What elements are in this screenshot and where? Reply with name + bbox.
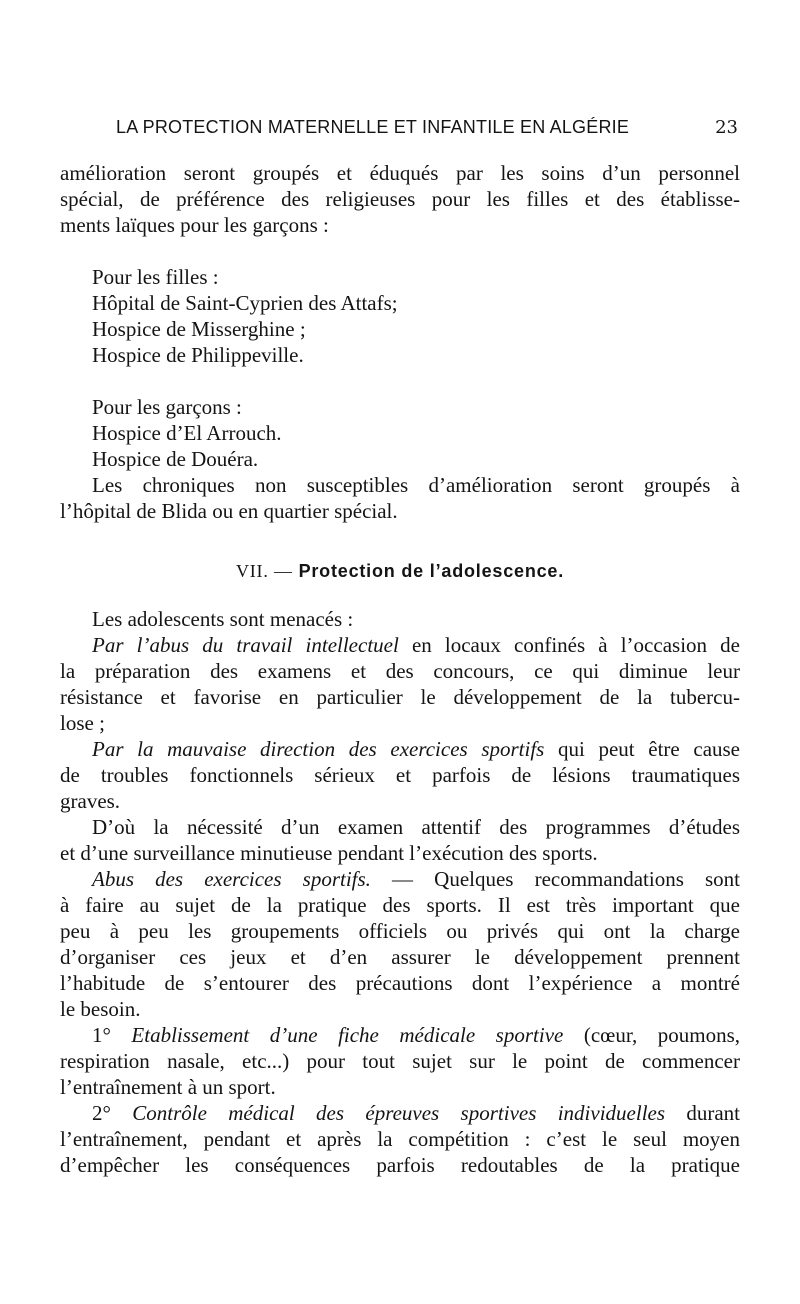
text-line: résistance et favorise en particulier le développement de la tubercu-: [60, 685, 740, 709]
list-garcons: [60, 394, 740, 472]
text-line: l’entraînement à un sport.: [60, 1075, 276, 1099]
text-line: Les chroniques non susceptibles d’amélioration seront groupés à: [92, 473, 740, 497]
list-item: Hospice de Philippeville.: [92, 343, 304, 367]
paragraph-travail-intellectuel: [60, 632, 740, 736]
page-header: [116, 117, 738, 143]
text-line: spécial, de préférence des religieuses pour les filles et des établisse-: [60, 187, 740, 211]
paragraph-exercices-sportifs: [60, 736, 740, 814]
text-line: la préparation des examens et des concours, ce qui diminue leur: [60, 659, 740, 683]
paragraph-chroniques: [60, 472, 740, 524]
section-number: VII. —: [235, 561, 293, 581]
italic-phrase: Par l’abus du travail intellectuel: [92, 633, 399, 657]
list-heading: Pour les filles :: [92, 265, 219, 289]
text-line: lose ;: [60, 711, 105, 735]
text-line: l’habitude de s’entourer des précautions dont l’expérience a montré: [60, 971, 740, 995]
paragraph-abus: [60, 866, 740, 1022]
list-item: Hospice de Misserghine ;: [92, 317, 306, 341]
text-line: ments laïques pour les garçons :: [60, 213, 329, 237]
section-title: Protection de l’adolescence.: [298, 561, 565, 581]
page-body: [60, 160, 740, 1178]
text-line: et d’une surveillance minutieuse pendant l’exécution des sports.: [60, 841, 598, 865]
paragraph-fiche-medicale: [60, 1022, 740, 1100]
item-number: 1°: [92, 1023, 111, 1047]
text-line: 2° Contrôle médical des épreuves sportives individuelles durant: [92, 1101, 740, 1125]
item-number: 2°: [92, 1101, 111, 1125]
list-heading: Pour les garçons :: [92, 395, 242, 419]
text-line: d’empêcher les conséquences parfois redoutables de la pratique: [60, 1153, 740, 1177]
text-line: 1° Etablissement d’une fiche médicale sportive (cœur, poumons,: [92, 1023, 740, 1047]
paragraph-necessite: [60, 814, 740, 866]
italic-phrase: Par la mauvaise direction des exercices sportifs: [92, 737, 545, 761]
text-line: Par l’abus du travail intellectuel en locaux confinés à l’occasion de: [92, 633, 740, 657]
paragraph-controle-medical: [60, 1100, 740, 1178]
text-line: Abus des exercices sportifs. — Quelques recommandations sont: [92, 867, 740, 891]
list-filles: [60, 264, 740, 368]
text-line: d’organiser ces jeux et d’en assurer le développement prennent: [60, 945, 740, 969]
text-line: le besoin.: [60, 997, 141, 1021]
text-line: graves.: [60, 789, 121, 813]
running-title: LA PROTECTION MATERNELLE ET INFANTILE EN ALGÉRIE: [116, 117, 630, 137]
text-line: de troubles fonctionnels sérieux et parfois de lésions traumatiques: [60, 763, 740, 787]
list-item: Hospice de Douéra.: [92, 447, 259, 471]
paragraph-continued: [60, 160, 740, 238]
italic-phrase: Abus des exercices sportifs.: [92, 867, 371, 891]
text-line: Par la mauvaise direction des exercices sportifs qui peut être cause: [92, 737, 740, 761]
italic-phrase: Etablissement d’une fiche médicale sportive: [131, 1023, 564, 1047]
text-line: D’où la nécessité d’un examen attentif des programmes d’études: [92, 815, 740, 839]
text-line: peu à peu les groupements officiels ou privés qui ont la charge: [60, 919, 740, 943]
list-item: Hospice d’El Arrouch.: [92, 421, 282, 445]
text-line: l’hôpital de Blida ou en quartier spécial.: [60, 499, 398, 523]
italic-phrase: Contrôle médical des épreuves sportives individuelles: [132, 1101, 666, 1125]
page-number: 23: [715, 117, 738, 138]
text-line: à faire au sujet de la pratique des sports. Il est très important que: [60, 893, 740, 917]
text-line: l’entraînement, pendant et après la compétition : c’est le seul moyen: [60, 1127, 740, 1151]
text-line: amélioration seront groupés et éduqués par les soins d’un personnel: [60, 161, 740, 185]
list-item: Hôpital de Saint-Cyprien des Attafs;: [92, 291, 398, 315]
section-heading: [60, 558, 740, 584]
text-line: respiration nasale, etc...) pour tout sujet sur le point de commencer: [60, 1049, 740, 1073]
paragraph-intro: Les adolescents sont menacés :: [92, 607, 354, 631]
